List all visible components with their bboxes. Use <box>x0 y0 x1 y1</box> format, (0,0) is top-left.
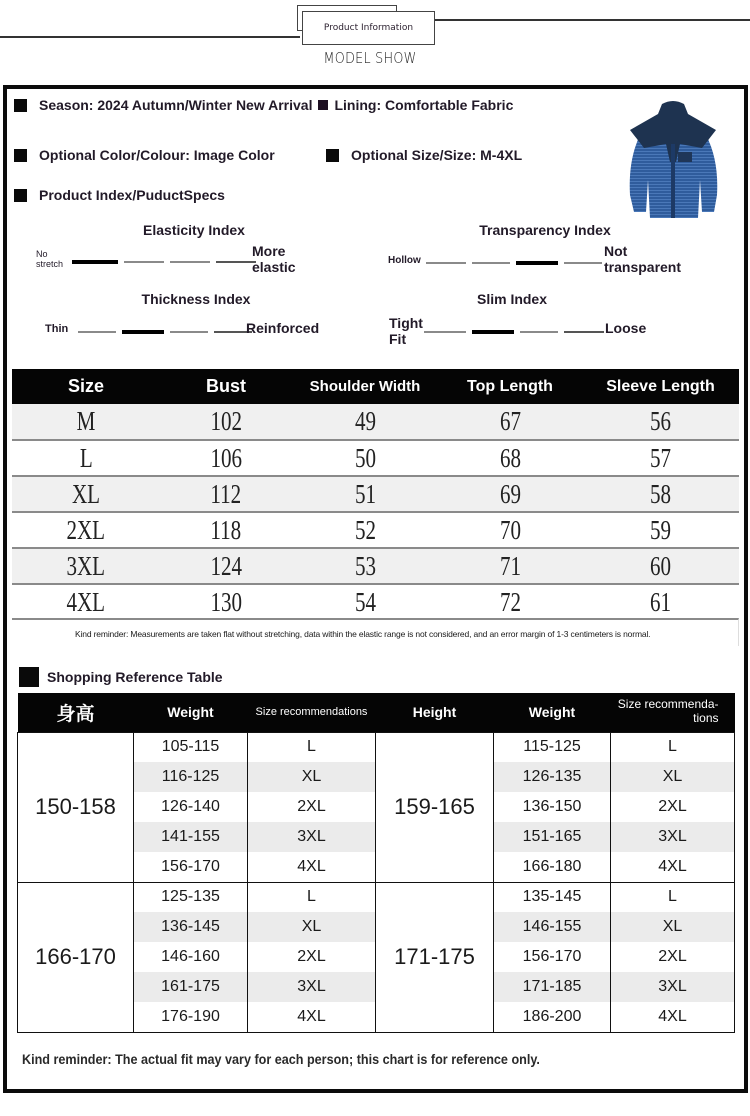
size-rec-cell: 2XL <box>611 792 735 822</box>
top-length-cell <box>438 512 582 548</box>
top-length-value: 72 <box>499 587 521 617</box>
top-length-cell <box>438 440 582 476</box>
size-rec-cell: 3XL <box>611 822 735 852</box>
weight-cell: 146-155 <box>494 912 611 942</box>
square-bullet-icon <box>318 100 328 110</box>
col-header-height-cn: 身高 <box>18 693 134 732</box>
size-cell <box>12 440 160 476</box>
fit-reminder-note: Kind reminder: The actual fit may vary for each person; this chart is for reference only. <box>22 1051 540 1067</box>
col-header-top-length: Top Length <box>438 369 582 404</box>
scale-segment-2 <box>124 261 164 263</box>
info-size-text: Optional Size/Size: M-4XL <box>351 147 523 163</box>
reference-table-header <box>18 693 735 732</box>
measurement-note: Kind reminder: Measurements are taken flat without stretching, data within the elastic range is not considered, and an error margin of 1-3 centimeters is normal. <box>12 618 739 646</box>
bust-cell <box>160 404 292 440</box>
weight-cell: 116-125 <box>134 762 248 792</box>
size-table-header <box>12 369 739 404</box>
header-label-box <box>302 11 435 45</box>
scale-segment-3 <box>170 261 210 263</box>
col-header-bust: Bust <box>160 369 292 404</box>
size-value: L <box>79 442 93 473</box>
thickness-right-label: Reinforced <box>246 320 320 336</box>
size-cell <box>12 404 160 440</box>
bust-value: 112 <box>210 478 242 509</box>
header-divider-left <box>0 36 300 38</box>
slim-index-title: Slim Index <box>476 291 548 307</box>
col-header-weight: Weight <box>134 693 248 732</box>
top-length-value: 71 <box>499 550 521 581</box>
size-value: 3XL <box>66 550 106 581</box>
top-length-cell <box>438 584 582 620</box>
square-bullet-icon <box>14 99 27 112</box>
weight-cell: 136-150 <box>494 792 611 822</box>
sleeve-length-cell <box>582 512 739 548</box>
weight-cell: 161-175 <box>134 972 248 1002</box>
table-row <box>12 512 739 548</box>
sleeve-length-cell <box>582 476 739 512</box>
info-size <box>326 147 522 163</box>
weight-cell: 176-190 <box>134 1002 248 1032</box>
size-rec-cell: 2XL <box>248 942 376 972</box>
transparency-left-label: Hollow <box>388 255 421 266</box>
specs-heading-text: Product Index/PuductSpecs <box>39 187 225 203</box>
shopping-reference-title: Shopping Reference Table <box>47 669 223 685</box>
info-lining-text: Lining: Comfortable Fabric <box>334 97 514 113</box>
square-bullet-icon <box>19 667 39 687</box>
scale-segment-1 <box>424 331 466 333</box>
weight-cell: 186-200 <box>494 1002 611 1032</box>
scale-segment-1 <box>426 262 466 264</box>
size-rec-cell: 3XL <box>611 972 735 1002</box>
scale-segment-3 <box>170 331 208 333</box>
size-value: 4XL <box>66 587 106 617</box>
weight-cell: 126-140 <box>134 792 248 822</box>
slim-right-label: Loose <box>605 320 647 336</box>
bust-value: 106 <box>210 442 242 473</box>
scale-segment-3 <box>520 331 558 333</box>
size-rec-cell: 2XL <box>248 792 376 822</box>
scale-segment-2 <box>122 330 164 334</box>
size-cell <box>12 476 160 512</box>
height-range-cell: 150-158 <box>18 732 134 882</box>
top-length-cell <box>438 404 582 440</box>
elasticity-scale <box>72 260 256 264</box>
shoulder-cell <box>292 548 438 584</box>
scale-segment-4 <box>564 331 604 333</box>
weight-cell: 125-135 <box>134 882 248 912</box>
scale-segment-1 <box>78 331 116 333</box>
sleeve-length-cell <box>582 548 739 584</box>
thickness-left-label: Thin <box>45 323 69 335</box>
table-row <box>12 476 739 512</box>
weight-cell: 151-165 <box>494 822 611 852</box>
shoulder-cell <box>292 476 438 512</box>
sleeve-length-value: 57 <box>649 442 672 473</box>
top-length-cell <box>438 476 582 512</box>
product-shirt-image <box>620 100 725 220</box>
top-length-value: 68 <box>499 442 521 473</box>
size-rec-cell: 3XL <box>248 822 376 852</box>
col-header-height: Height <box>376 693 494 732</box>
top-length-value: 67 <box>499 406 521 436</box>
shoulder-value: 54 <box>354 587 376 617</box>
bust-value: 124 <box>210 550 242 581</box>
slim-scale <box>424 330 604 334</box>
size-rec-cell: 4XL <box>611 1002 735 1032</box>
info-color-text: Optional Color/Colour: Image Color <box>39 147 275 163</box>
shoulder-cell <box>292 404 438 440</box>
height-range-cell: 171-175 <box>376 882 494 1032</box>
thickness-index-title: Thickness Index <box>141 291 251 307</box>
elasticity-index-title: Elasticity Index <box>143 222 245 238</box>
bust-cell <box>160 548 292 584</box>
shoulder-cell <box>292 440 438 476</box>
bust-cell <box>160 512 292 548</box>
size-rec-cell: XL <box>248 912 376 942</box>
height-range-cell: 166-170 <box>18 882 134 1032</box>
info-season <box>14 97 513 113</box>
transparency-right-label: Not transparent <box>604 243 682 276</box>
size-value: 2XL <box>66 514 106 545</box>
transparency-scale <box>426 261 602 265</box>
weight-cell: 115-125 <box>494 732 611 762</box>
square-bullet-icon <box>14 189 27 202</box>
size-measurement-table <box>12 369 739 620</box>
square-bullet-icon <box>14 149 27 162</box>
height-range-cell: 159-165 <box>376 732 494 882</box>
scale-segment-2 <box>472 330 514 334</box>
shoulder-cell <box>292 584 438 620</box>
table-row <box>12 548 739 584</box>
page-title: MODEL SHOW <box>323 49 417 67</box>
col-header-weight-2: Weight <box>494 693 611 732</box>
size-rec-cell: 4XL <box>611 852 735 882</box>
shopping-reference-table <box>17 693 735 1033</box>
col-header-size-rec: Size recommendations <box>248 693 376 732</box>
thickness-scale <box>78 330 252 334</box>
size-cell <box>12 584 160 620</box>
sleeve-length-cell <box>582 584 739 620</box>
scale-segment-2 <box>472 262 510 264</box>
size-value: XL <box>71 478 101 509</box>
top-length-cell <box>438 548 582 584</box>
sleeve-length-cell <box>582 440 739 476</box>
weight-cell: 105-115 <box>134 732 248 762</box>
sleeve-length-value: 59 <box>649 514 672 545</box>
square-bullet-icon <box>326 149 339 162</box>
bust-value: 102 <box>210 406 242 436</box>
info-color <box>14 147 275 163</box>
bust-value: 130 <box>210 587 242 617</box>
scale-segment-4 <box>564 262 602 264</box>
shoulder-cell <box>292 512 438 548</box>
table-row <box>12 440 739 476</box>
bust-value: 118 <box>210 514 242 545</box>
info-season-text: Season: 2024 Autumn/Winter New Arrival <box>39 97 313 113</box>
weight-cell: 171-185 <box>494 972 611 1002</box>
weight-cell: 156-170 <box>134 852 248 882</box>
size-cell <box>12 512 160 548</box>
shoulder-value: 52 <box>354 514 376 545</box>
shoulder-value: 53 <box>354 550 376 581</box>
size-value: M <box>76 406 96 436</box>
size-cell <box>12 548 160 584</box>
bust-cell <box>160 584 292 620</box>
shoulder-value: 50 <box>354 442 376 473</box>
weight-cell: 126-135 <box>494 762 611 792</box>
size-rec-cell: L <box>611 732 735 762</box>
size-rec-cell: L <box>248 882 376 912</box>
top-length-value: 70 <box>499 514 521 545</box>
sleeve-length-value: 56 <box>649 406 672 436</box>
bust-cell <box>160 440 292 476</box>
weight-cell: 156-170 <box>494 942 611 972</box>
table-row <box>12 584 739 620</box>
shopping-reference-heading <box>19 667 223 687</box>
table-row <box>12 404 739 440</box>
weight-cell: 166-180 <box>494 852 611 882</box>
shoulder-value: 51 <box>354 478 376 509</box>
col-header-shoulder: Shoulder Width <box>292 369 438 404</box>
slim-left-label: Tight Fit <box>389 315 423 348</box>
size-rec-cell: XL <box>248 762 376 792</box>
size-rec-cell: 4XL <box>248 1002 376 1032</box>
elasticity-right-label: More elastic <box>252 243 296 276</box>
size-rec-cell: L <box>611 882 735 912</box>
header-divider-right <box>418 19 750 21</box>
col-header-size: Size <box>12 369 160 404</box>
table-row <box>18 732 735 762</box>
weight-cell: 146-160 <box>134 942 248 972</box>
scale-segment-3 <box>516 261 558 265</box>
weight-cell: 136-145 <box>134 912 248 942</box>
scale-segment-1 <box>72 260 118 264</box>
col-header-size-rec-2: Size recommenda- tions <box>611 693 735 732</box>
size-rec-cell: L <box>248 732 376 762</box>
top-length-value: 69 <box>499 478 521 509</box>
size-rec-cell: XL <box>611 912 735 942</box>
sleeve-length-value: 60 <box>649 550 672 581</box>
weight-cell: 135-145 <box>494 882 611 912</box>
col-header-sleeve-length: Sleeve Length <box>582 369 739 404</box>
bust-cell <box>160 476 292 512</box>
table-row <box>18 882 735 912</box>
scale-segment-4 <box>216 261 256 263</box>
header-label: Product Information <box>323 23 414 33</box>
sleeve-length-cell <box>582 404 739 440</box>
sleeve-length-value: 61 <box>649 587 672 617</box>
size-rec-cell: 3XL <box>248 972 376 1002</box>
size-rec-cell: XL <box>611 762 735 792</box>
size-rec-cell: 2XL <box>611 942 735 972</box>
info-specs-heading <box>14 187 225 203</box>
shoulder-value: 49 <box>354 406 376 436</box>
sleeve-length-value: 58 <box>649 478 672 509</box>
weight-cell: 141-155 <box>134 822 248 852</box>
transparency-index-title: Transparency Index <box>479 222 611 238</box>
size-rec-cell: 4XL <box>248 852 376 882</box>
elasticity-left-label: No stretch <box>36 249 64 270</box>
